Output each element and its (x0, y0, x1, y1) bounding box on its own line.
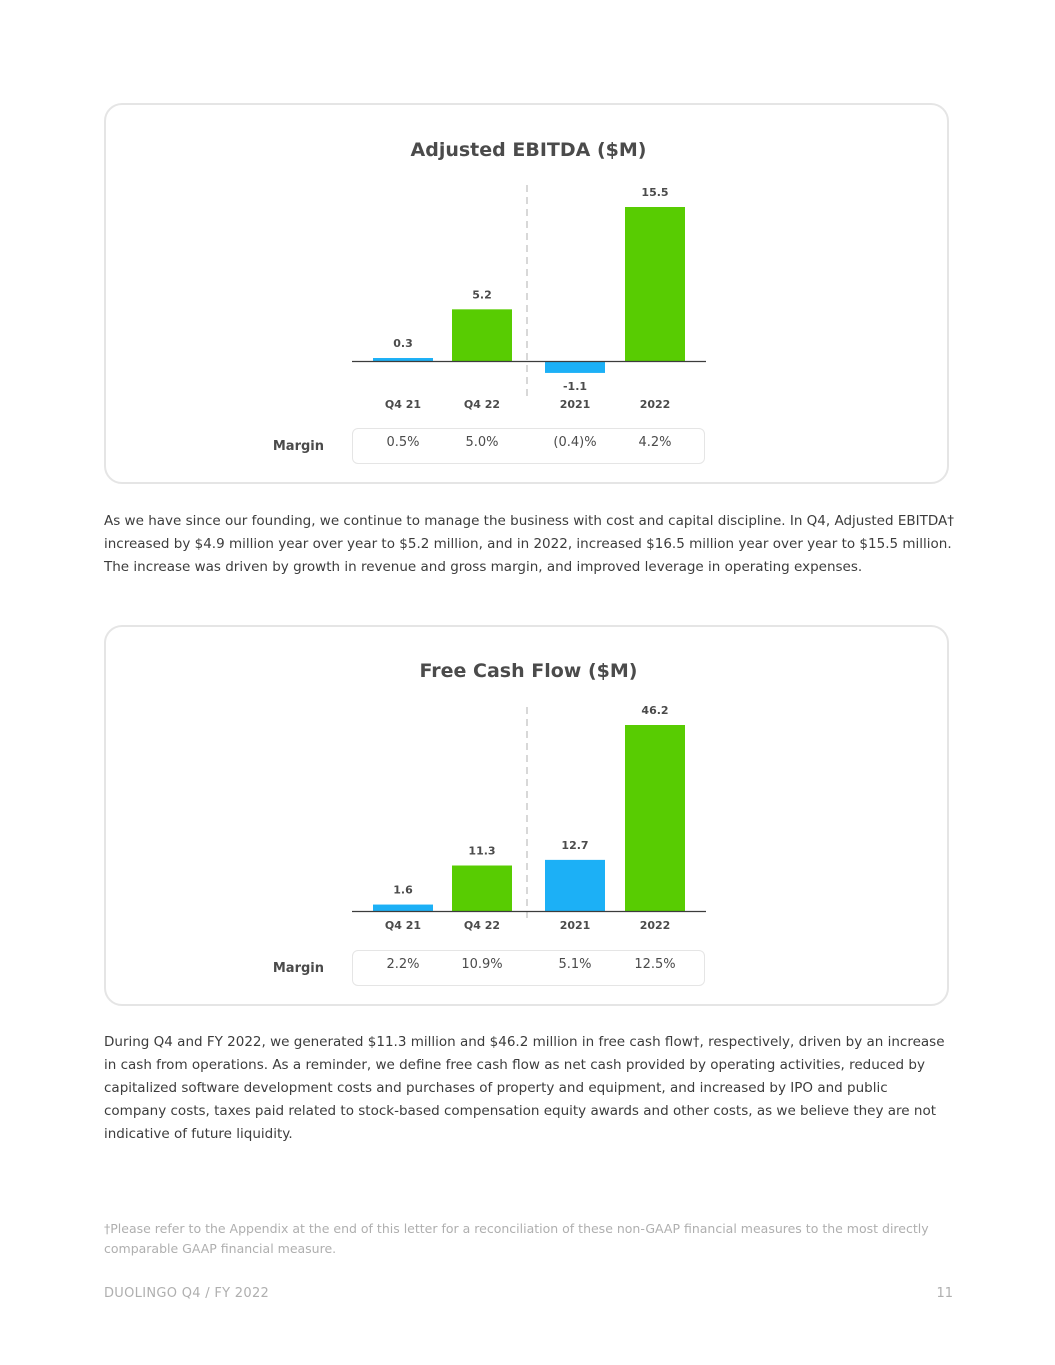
category-label: 2022 (639, 398, 671, 411)
bar-value-label: 12.7 (561, 838, 589, 852)
margin-value: (0.4)% (553, 435, 597, 450)
margin-value: 2.2% (386, 957, 420, 972)
bar (625, 725, 685, 911)
bar (452, 866, 512, 911)
category-label: 2021 (559, 398, 591, 411)
category-label: Q4 22 (463, 919, 501, 932)
free-cash-flow-chart-card (104, 625, 949, 1006)
margin-value: 12.5% (634, 957, 676, 972)
bar (545, 860, 605, 911)
margin-value: 5.1% (558, 957, 592, 972)
bar-value-label: 1.6 (393, 883, 413, 897)
margin-value: 10.9% (461, 957, 503, 972)
bar-value-label: 5.2 (472, 288, 492, 302)
margin-value: 4.2% (638, 435, 672, 450)
bar (373, 905, 433, 911)
margin-value: 5.0% (465, 435, 499, 450)
margin-label: Margin (272, 961, 324, 976)
bar (452, 309, 512, 361)
bar-value-label: -1.1 (562, 379, 588, 393)
footnote: †Please refer to the Appendix at the end of this letter for a reconciliation of these non-GAAP financial measures to the most directly comparable GAAP financial measure. (104, 1221, 929, 1256)
bar-value-label: 46.2 (641, 704, 669, 717)
chart-title: Adjusted EBITDA ($M) (410, 139, 647, 161)
margin-value: 0.5% (386, 435, 420, 450)
page-number: 11 (936, 1286, 953, 1301)
bar (625, 207, 685, 361)
free-cash-flow-paragraph: During Q4 and FY 2022, we generated $11.3 million and $46.2 million in free cash flow†, respectively, driven by an increase in cash from operations. As a reminder, we define free cash flow as net cash provided by operating activities, reduced by capitalized software development costs and purchases of property and equipment, and increased by IPO and public company costs, taxes paid related to stock-based compensation equity awards and other costs, as we believe they are not indicative of future liquidity. (104, 1034, 945, 1142)
bar-value-label: 15.5 (641, 186, 669, 199)
bar (373, 358, 433, 361)
margin-label: Margin (272, 439, 324, 454)
category-label: 2022 (639, 919, 671, 932)
chart-title: Free Cash Flow ($M) (419, 660, 638, 682)
category-label: 2021 (559, 919, 591, 932)
category-label: Q4 21 (384, 919, 422, 932)
category-label: Q4 21 (384, 398, 422, 411)
category-label: Q4 22 (463, 398, 501, 411)
bar (545, 361, 605, 373)
adjusted-ebitda-chart-card (104, 103, 949, 484)
bar-value-label: 0.3 (393, 337, 413, 351)
bar-value-label: 11.3 (468, 844, 496, 858)
ebitda-paragraph: As we have since our founding, we continue to manage the business with cost and capital discipline. In Q4, Adjusted EBITDA† increased by $4.9 million year over year to $5.2 million, and in 2022, increased $16.5 million year over year to $15.5 million. The increase was driven by growth in revenue and gross margin, and improved leverage in operating expenses. (104, 513, 954, 575)
footer-doc-label: DUOLINGO Q4 / FY 2022 (104, 1286, 270, 1301)
